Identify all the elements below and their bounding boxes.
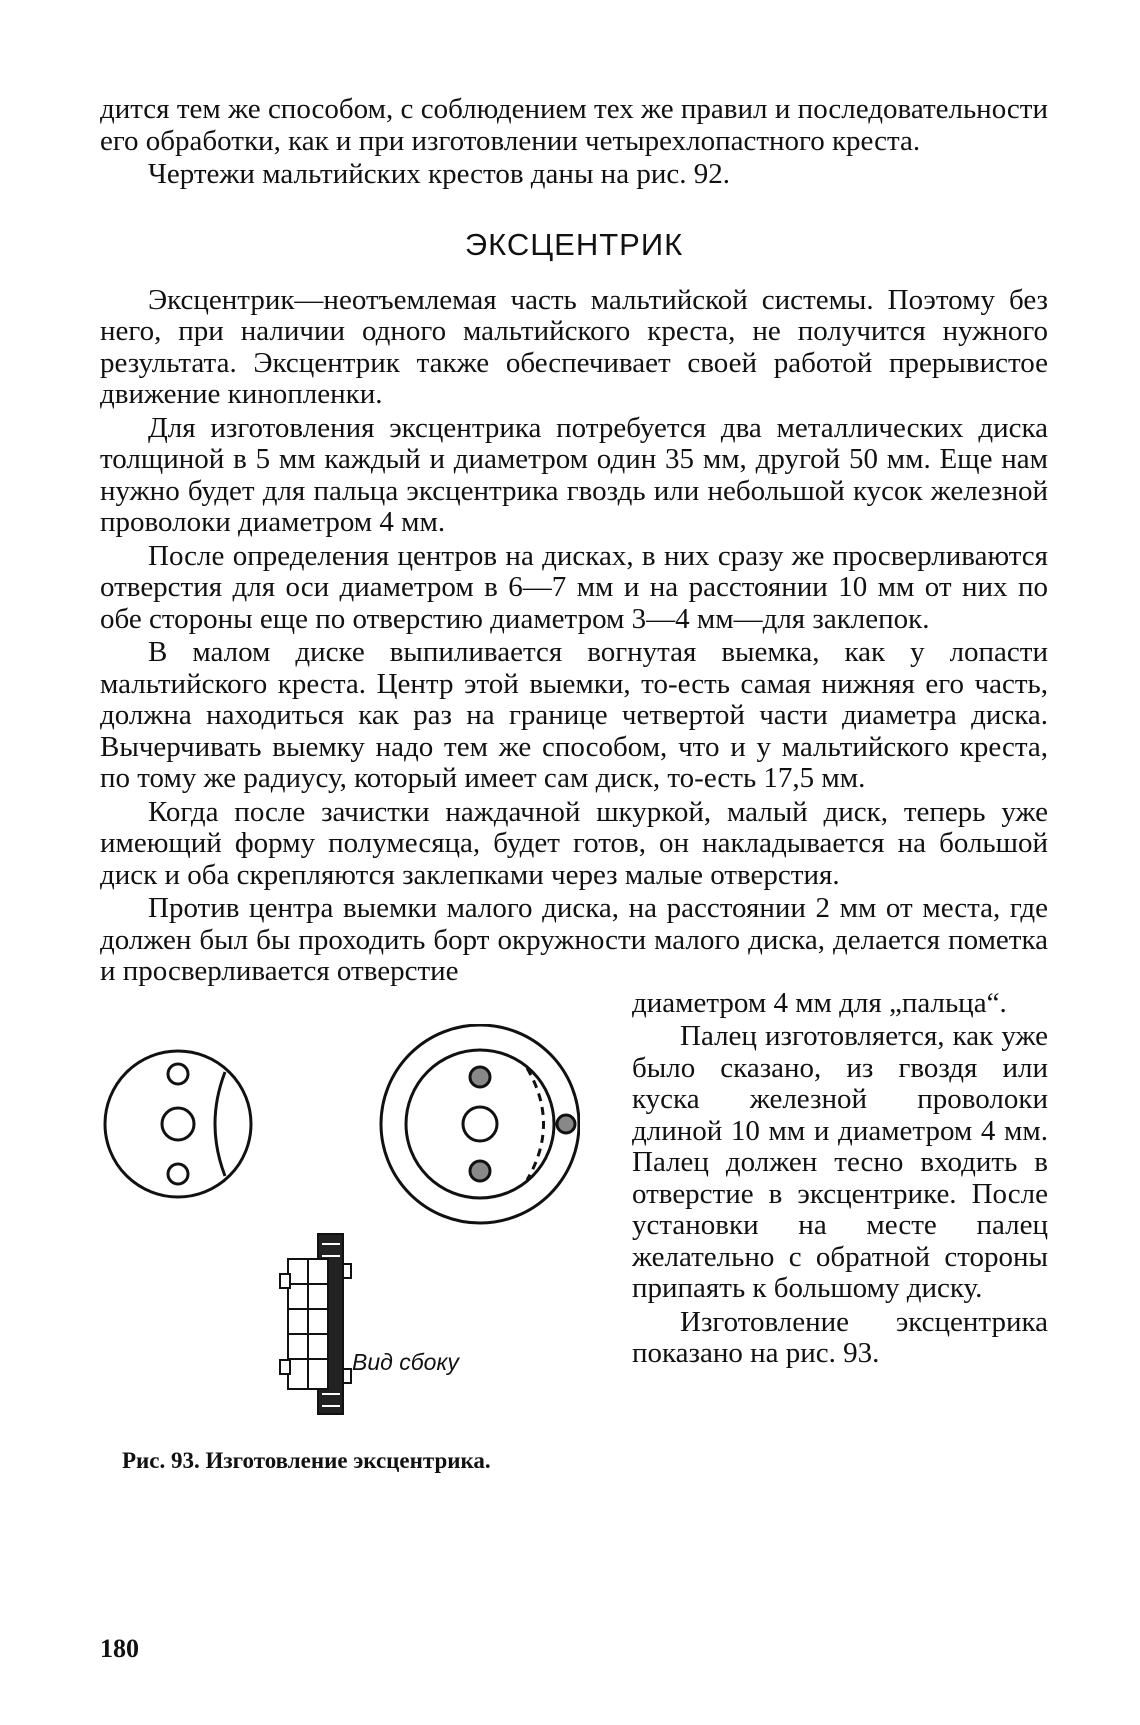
small-disk-drawing: [105, 1051, 251, 1197]
paragraph-6: Против центра выемки малого диска, на расстоянии 2 мм от места, где должен был бы проходить борт окружности малого диска, делается пометка и просверливается отверстие: [100, 892, 1048, 987]
page-content: [100, 94, 1048, 1488]
paragraph-continued: дится тем же способом, с соблюдением тех же правил и последовательности его обработки, как и при изготовлении четырехлопастного креста.: [100, 93, 1048, 157]
page-number: 180: [100, 1634, 139, 1663]
figure-93: [100, 1024, 580, 1473]
side-view-label: Вид сбоку: [352, 1348, 459, 1375]
paragraph-7: Палец изготовляется, как уже было сказано, из гвоздя или куска железной проволоки длиной 10 мм и диаметром 4 мм. Палец должен тесно входить в отверстие в эксцентрике. После установки на месте палец желательно с обратной стороны припаять к большому диску.: [632, 1020, 1048, 1304]
paragraph-6-end: диаметром 4 мм для „пальца“.: [632, 986, 1007, 1019]
large-disk-drawing: [381, 1025, 579, 1223]
figure-caption: Рис. 93. Изготовление эксцентрика.: [122, 1447, 491, 1473]
side-view-drawing: [280, 1234, 351, 1414]
paragraph-5: Когда после зачистки наждачной шкуркой, малый диск, теперь уже имеющий форму полумесяца, будет готов, он накладывается на большой диск и оба скрепляются заклепками через малые отверстия.: [100, 795, 1048, 891]
eccentric-drawing: [100, 1024, 580, 1444]
paragraph-2: Для изготовления эксцентрика потребуется два металлических диска толщиной в 5 мм каждый и диаметром один 35 мм, другой 50 мм. Еще нам нужно будет для пальца эксцентрика гвоздь или небольшой кусок железной проволоки диаметром 4 мм.: [100, 411, 1048, 538]
figure-and-text-block: [100, 988, 1048, 1488]
paragraph-3: После определения центров на дисках, в них сразу же просверливаются отверстия для оси диаметром в 6—7 мм и на расстоянии 10 мм от них по обе стороны еще по отверстию диаметром 3—4 мм—для заклепок.: [100, 539, 1048, 635]
section-heading: ЭКСЦЕНТРИК: [464, 226, 684, 262]
paragraph-8: Изготовление эксцентрика показано на рис. 93.: [632, 1305, 1048, 1369]
paragraph-4: В малом диске выпиливается вогнутая выемка, как у лопасти мальтийского креста. Центр этой выемки, то-есть самая нижняя его часть, должна находиться как раз на границе четвертой части диаметра диска. Вычерчивать выемку надо тем же способом, что и у мальтийского креста, по тому же радиусу, который имеет сам диск, то-есть 17,5 мм.: [100, 636, 1048, 794]
right-column-text: [632, 988, 1048, 1370]
paragraph-1: Эксцентрик—неотъемлемая часть мальтийской системы. Поэтому без него, при наличии одного мальтийского креста, не получится нужного результата. Эксцентрик также обеспечивает своей работой прерывистое движение кинопленки.: [100, 283, 1048, 410]
paragraph-reference: Чертежи мальтийских крестов даны на рис. 92.: [148, 158, 730, 190]
